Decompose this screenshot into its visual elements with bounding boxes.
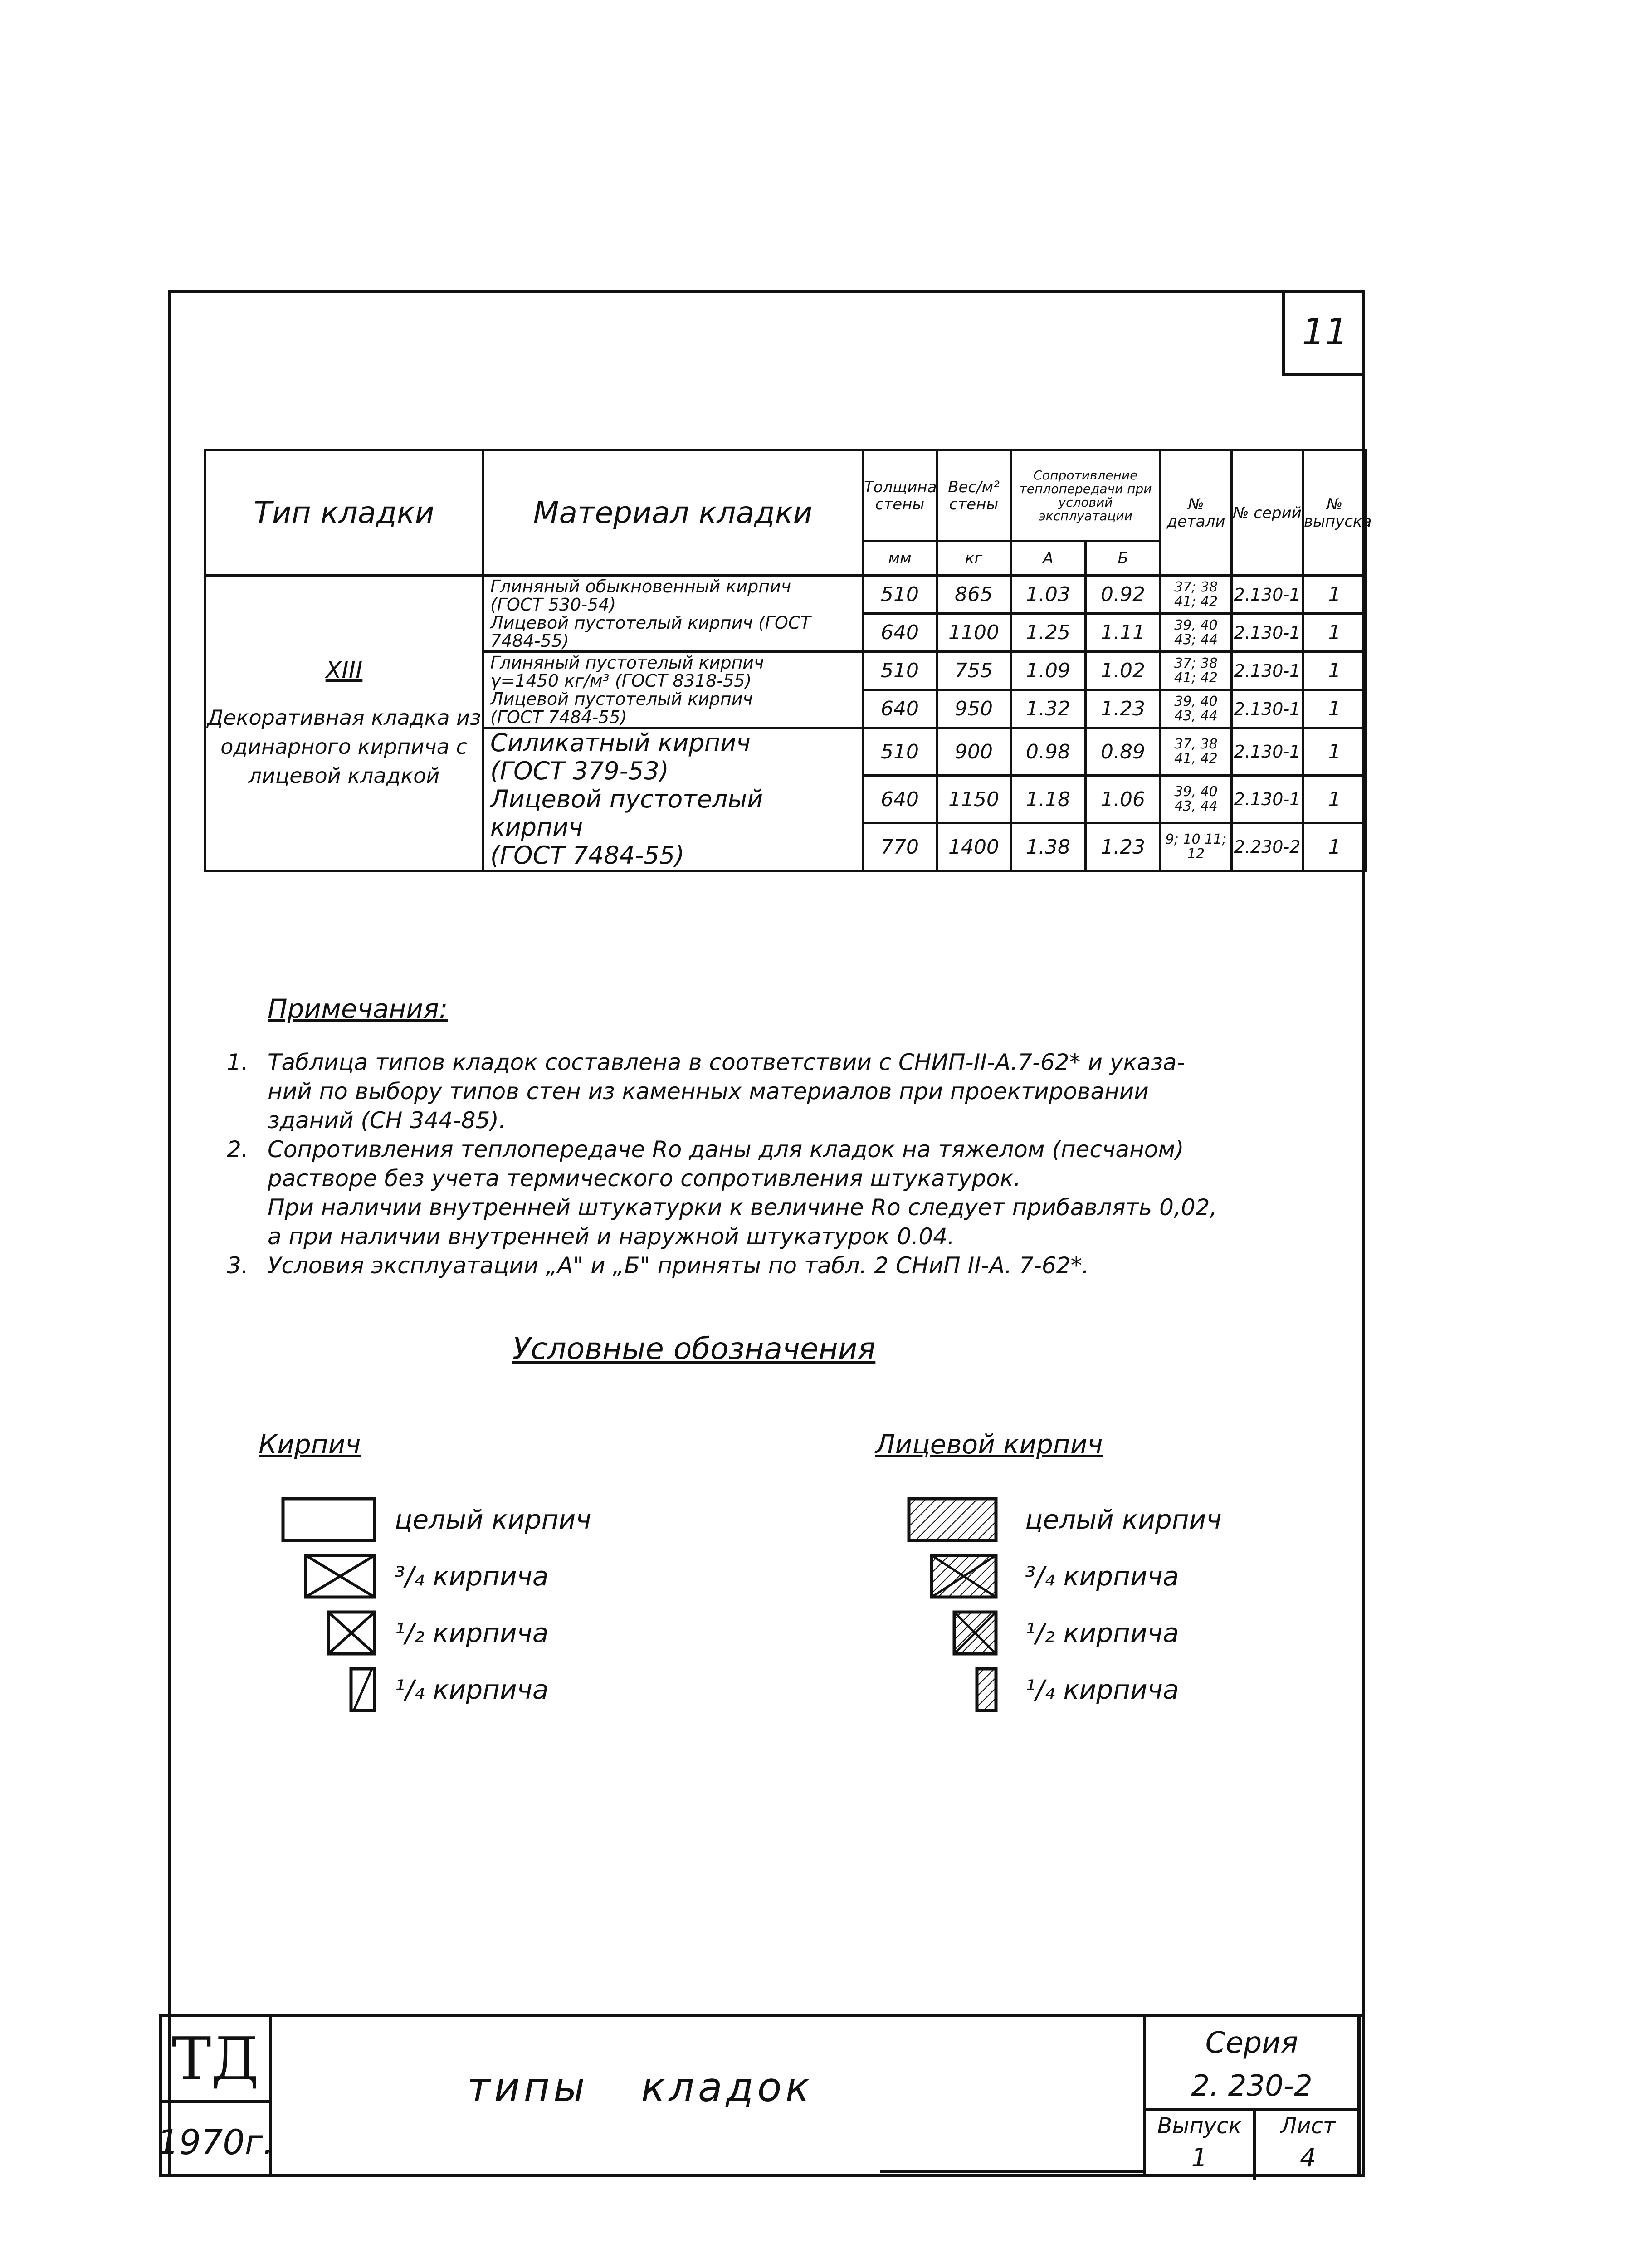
header-issue: № выпуска bbox=[1303, 450, 1366, 576]
cell-weight: 755 bbox=[937, 652, 1011, 690]
material-line: Лицевой пустотелый кирпич (ГОСТ 7484-55) bbox=[490, 612, 811, 651]
legend-brick-whole bbox=[281, 1497, 591, 1542]
header-material: Материал кладки bbox=[483, 450, 863, 576]
cell-issue: 1 bbox=[1303, 614, 1366, 652]
legend-label: ³/₄ кирпича bbox=[395, 1561, 549, 1592]
cell-issue: 1 bbox=[1303, 652, 1366, 690]
cell-detail: 37, 38 41, 42 bbox=[1161, 728, 1232, 776]
header-resistance: Сопротивление теплопередачи при условий эксплуатации bbox=[1011, 450, 1161, 541]
type-cell bbox=[205, 576, 483, 871]
cell-thickness: 770 bbox=[863, 823, 937, 871]
type-text: Декоративная кладка из одинарного кирпича с лицевой кладкой bbox=[207, 705, 481, 788]
material-line: Глиняный обыкновенный кирпич bbox=[490, 576, 791, 596]
material-group-1 bbox=[483, 576, 863, 652]
drawing-title: типы кладок bbox=[467, 2064, 813, 2111]
cell-res-b: 0.89 bbox=[1086, 728, 1161, 776]
legend-face-half bbox=[952, 1610, 1179, 1656]
cell-thickness: 640 bbox=[863, 776, 937, 823]
cell-detail: 39, 40 43, 44 bbox=[1161, 776, 1232, 823]
cell-series: 2.130-1 bbox=[1232, 690, 1303, 728]
cell-series: 2.230-2 bbox=[1232, 823, 1303, 871]
legend-brick-half bbox=[327, 1610, 548, 1656]
material-line: Глиняный пустотелый кирпич bbox=[490, 652, 764, 673]
cell-weight: 950 bbox=[937, 690, 1011, 728]
cell-res-b: 1.23 bbox=[1086, 823, 1161, 871]
material-line: Силикатный кирпич bbox=[490, 728, 751, 757]
note-number: 2. bbox=[227, 1136, 249, 1163]
material-line: Лицевой пустотелый кирпич bbox=[490, 785, 763, 841]
page-number: 11 bbox=[1282, 290, 1365, 376]
note-line: Сопротивления теплопередаче Rо даны для кладок на тяжелом (песчаном) bbox=[268, 1136, 1184, 1163]
cell-detail: 9; 10 11; 12 bbox=[1161, 823, 1232, 871]
whole-face-brick-icon bbox=[907, 1497, 998, 1542]
material-line: γ=1450 кг/м³ (ГОСТ 8318-55) bbox=[490, 670, 752, 691]
cell-series: 2.130-1 bbox=[1232, 614, 1303, 652]
sheet-label: Лист bbox=[1280, 2113, 1336, 2139]
note-line: растворе без учета термического сопротивления штукатурок. bbox=[268, 1165, 1021, 1192]
cell-series: 2.130-1 bbox=[1232, 776, 1303, 823]
cell-thickness: 510 bbox=[863, 576, 937, 614]
cell-detail: 39, 40 43, 44 bbox=[1161, 690, 1232, 728]
cell-weight: 1400 bbox=[937, 823, 1011, 871]
whole-brick-icon bbox=[281, 1497, 376, 1542]
note-line: зданий (СН 344-85). bbox=[268, 1107, 506, 1134]
issue-value: 1 bbox=[1191, 2143, 1208, 2173]
header-res-b: Б bbox=[1086, 541, 1161, 576]
legend-face-whole bbox=[907, 1497, 1222, 1542]
legend-label: целый кирпич bbox=[395, 1504, 591, 1535]
three-quarter-brick-icon bbox=[304, 1554, 376, 1599]
cell-weight: 865 bbox=[937, 576, 1011, 614]
cell-series: 2.130-1 bbox=[1232, 576, 1303, 614]
material-line: (ГОСТ 7484-55) bbox=[490, 707, 627, 727]
cell-res-b: 1.23 bbox=[1086, 690, 1161, 728]
note-line: Таблица типов кладок составлена в соответствии с СНИП-II-А.7-62* и указа- bbox=[268, 1049, 1185, 1075]
issue-label: Выпуск bbox=[1157, 2113, 1242, 2139]
note-item bbox=[227, 1251, 1306, 1280]
cell-issue: 1 bbox=[1303, 690, 1366, 728]
legend-label: ³/₄ кирпича bbox=[1025, 1561, 1179, 1592]
header-res-a: А bbox=[1011, 541, 1086, 576]
quarter-brick-icon bbox=[349, 1667, 376, 1712]
header-thickness-unit: мм bbox=[863, 541, 937, 576]
header-thickness: Толщина стены bbox=[863, 450, 937, 541]
legend-face-three-quarter bbox=[930, 1554, 1179, 1599]
material-line: (ГОСТ 379-53) bbox=[490, 757, 669, 785]
title-block-series-box bbox=[1143, 2014, 1361, 2177]
cell-issue: 1 bbox=[1303, 576, 1366, 614]
cell-issue: 1 bbox=[1303, 728, 1366, 776]
cell-weight: 1100 bbox=[937, 614, 1011, 652]
legend-label: ¹/₂ кирпича bbox=[1025, 1618, 1179, 1648]
half-face-brick-icon bbox=[952, 1610, 998, 1656]
cell-res-a: 1.32 bbox=[1011, 690, 1086, 728]
cell-detail: 37; 38 41; 42 bbox=[1161, 576, 1232, 614]
cell-issue: 1 bbox=[1303, 823, 1366, 871]
quarter-face-brick-icon bbox=[975, 1667, 998, 1712]
cell-res-a: 0.98 bbox=[1011, 728, 1086, 776]
note-item bbox=[227, 1048, 1306, 1135]
legend-label: ¹/₄ кирпича bbox=[1025, 1674, 1179, 1705]
half-brick-icon bbox=[327, 1610, 376, 1656]
note-line: Условия эксплуатации „А" и „Б" приняты по табл. 2 СНиП II-А. 7-62*. bbox=[268, 1252, 1089, 1279]
masonry-types-table bbox=[204, 449, 1372, 872]
note-line: При наличии внутренней штукатурки к величине Rо следует прибавлять 0,02, bbox=[268, 1194, 1217, 1221]
cell-res-a: 1.09 bbox=[1011, 652, 1086, 690]
cell-res-a: 1.18 bbox=[1011, 776, 1086, 823]
material-line: (ГОСТ 530-54) bbox=[490, 594, 616, 615]
note-line: а при наличии внутренней и наружной штукатурок 0.04. bbox=[268, 1223, 955, 1250]
material-line: Лицевой пустотелый кирпич bbox=[490, 689, 753, 709]
legend-brick-quarter bbox=[349, 1667, 548, 1712]
cell-series: 2.130-1 bbox=[1232, 728, 1303, 776]
cell-res-b: 1.11 bbox=[1086, 614, 1161, 652]
three-quarter-face-brick-icon bbox=[930, 1554, 998, 1599]
legend-label: ¹/₂ кирпича bbox=[395, 1618, 549, 1648]
series-value: 2. 230-2 bbox=[1191, 2069, 1313, 2103]
cell-weight: 900 bbox=[937, 728, 1011, 776]
legend-label: ¹/₄ кирпича bbox=[395, 1674, 549, 1705]
header-type: Тип кладки bbox=[205, 450, 483, 576]
issue-sheet-divider bbox=[1253, 2108, 1256, 2180]
legend-label: целый кирпич bbox=[1025, 1504, 1222, 1535]
cell-thickness: 510 bbox=[863, 728, 937, 776]
cell-res-a: 1.03 bbox=[1011, 576, 1086, 614]
cell-thickness: 640 bbox=[863, 690, 937, 728]
cell-res-b: 1.02 bbox=[1086, 652, 1161, 690]
legend-face-brick-title: Лицевой кирпич bbox=[875, 1429, 1103, 1460]
note-number: 1. bbox=[227, 1049, 249, 1075]
cell-series: 2.130-1 bbox=[1232, 652, 1303, 690]
legend-brick-three-quarter bbox=[304, 1554, 548, 1599]
cell-res-a: 1.25 bbox=[1011, 614, 1086, 652]
legend-face-quarter bbox=[975, 1667, 1179, 1712]
note-item bbox=[227, 1135, 1306, 1251]
logo: ТД bbox=[162, 2017, 269, 2103]
cell-res-a: 1.38 bbox=[1011, 823, 1086, 871]
cell-detail: 37; 38 41; 42 bbox=[1161, 652, 1232, 690]
title-block-logo-box bbox=[159, 2014, 272, 2177]
notes-title: Примечания: bbox=[268, 993, 448, 1024]
note-line: ний по выбору типов стен из каменных материалов при проектировании bbox=[268, 1078, 1149, 1105]
header-weight-unit: кг bbox=[937, 541, 1011, 576]
cell-detail: 39, 40 43; 44 bbox=[1161, 614, 1232, 652]
type-roman: XIII bbox=[325, 657, 363, 684]
cell-weight: 1150 bbox=[937, 776, 1011, 823]
cell-res-b: 1.06 bbox=[1086, 776, 1161, 823]
note-number: 3. bbox=[227, 1252, 249, 1279]
header-series: № серий bbox=[1232, 450, 1303, 576]
cell-thickness: 510 bbox=[863, 652, 937, 690]
cell-thickness: 640 bbox=[863, 614, 937, 652]
material-line: (ГОСТ 7484-55) bbox=[490, 841, 685, 870]
notes-list bbox=[227, 1048, 1306, 1280]
cell-res-b: 0.92 bbox=[1086, 576, 1161, 614]
series-label: Серия bbox=[1205, 2026, 1298, 2060]
series-divider bbox=[1146, 2108, 1357, 2111]
material-group-3 bbox=[483, 728, 863, 871]
legend-brick-title: Кирпич bbox=[259, 1429, 361, 1460]
header-detail: № детали bbox=[1161, 450, 1232, 576]
header-weight: Вес/м² стены bbox=[937, 450, 1011, 541]
cell-issue: 1 bbox=[1303, 776, 1366, 823]
sheet-value: 4 bbox=[1300, 2143, 1316, 2173]
title-underline bbox=[880, 2170, 1143, 2173]
year: 1970г. bbox=[157, 2121, 274, 2162]
legend-title: Условные обозначения bbox=[512, 1331, 876, 1366]
material-group-2 bbox=[483, 652, 863, 728]
